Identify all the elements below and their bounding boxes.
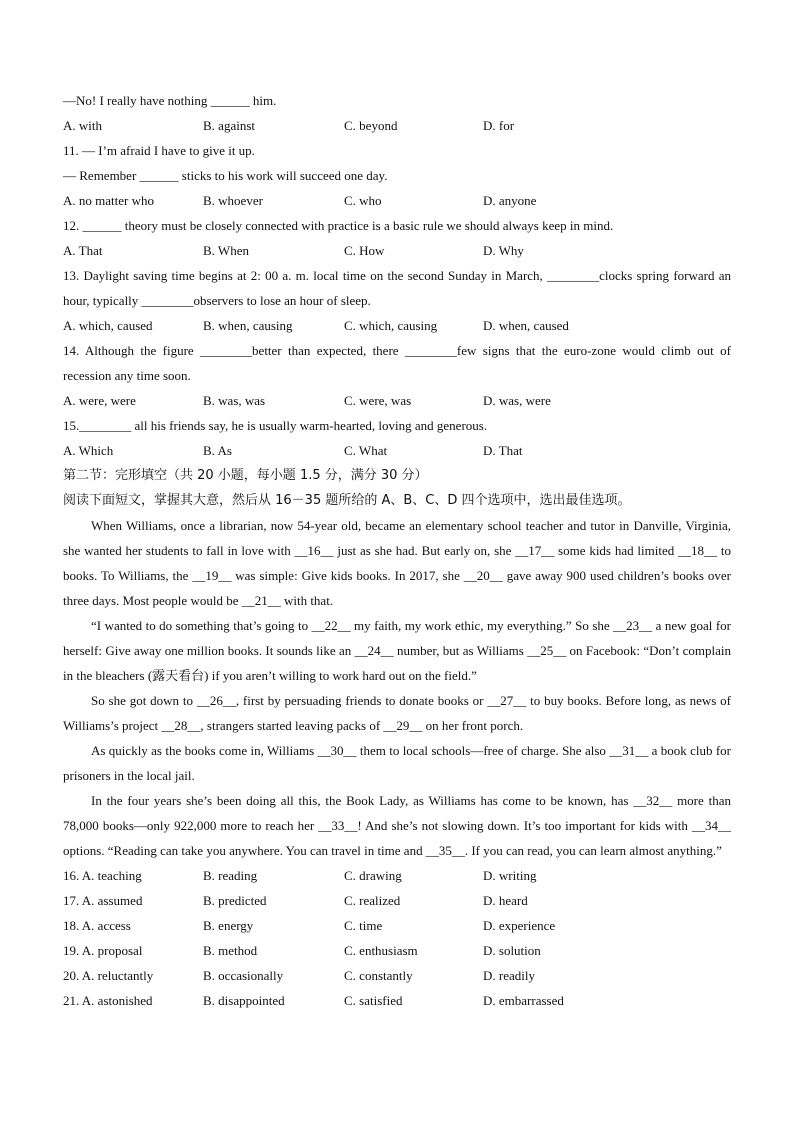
q10-option-b[interactable]: B. against bbox=[203, 118, 255, 133]
q12-option-b[interactable]: B. When bbox=[203, 243, 249, 258]
q18-option-a[interactable]: 18. A. access bbox=[63, 918, 131, 933]
q17-option-c[interactable]: C. realized bbox=[344, 893, 401, 908]
passage-paragraph-4: As quickly as the books come in, Williams __30__ them to local schools—free of charge. She also __31__ a book club for prisoners in the local jail. bbox=[63, 743, 731, 783]
q17-option-a[interactable]: 17. A. assumed bbox=[63, 893, 143, 908]
q11-option-b[interactable]: B. whoever bbox=[203, 193, 263, 208]
q14-options bbox=[63, 388, 731, 413]
q14-option-d[interactable]: D. was, were bbox=[483, 393, 551, 408]
q12-option-a[interactable]: A. That bbox=[63, 243, 103, 258]
q14-option-a[interactable]: A. were, were bbox=[63, 393, 136, 408]
q17-option-b[interactable]: B. predicted bbox=[203, 893, 267, 908]
q14-stem: 14. Although the figure ________better than expected, there ________few signs that the euro-zone would climb out of recession any time soon. bbox=[63, 343, 731, 383]
q11-option-a[interactable]: A. no matter who bbox=[63, 193, 154, 208]
q19-option-d[interactable]: D. solution bbox=[483, 943, 541, 958]
q10-option-c[interactable]: C. beyond bbox=[344, 118, 398, 133]
q15-option-c[interactable]: C. What bbox=[344, 443, 388, 458]
answer-row-20 bbox=[63, 963, 731, 988]
q19-option-c[interactable]: C. enthusiasm bbox=[344, 943, 418, 958]
q13-option-c[interactable]: C. which, causing bbox=[344, 318, 438, 333]
answer-row-19 bbox=[63, 938, 731, 963]
q12-options bbox=[63, 238, 731, 263]
q20-option-c[interactable]: C. constantly bbox=[344, 968, 413, 983]
q12-option-d[interactable]: D. Why bbox=[483, 243, 524, 258]
q10-options bbox=[63, 113, 731, 138]
q21-option-d[interactable]: D. embarrassed bbox=[483, 993, 564, 1008]
passage-paragraph-5: In the four years she’s been doing all this, the Book Lady, as Williams has come to be known, has __32__ more than 78,000 books—only 922,000 more to reach her __33__! And she’s not slowing down. It’s too important for kids with __34__ options. “Reading can take you anywhere. You can travel in time and __35__. If you can read, you can learn almost anything.” bbox=[63, 793, 731, 858]
passage-paragraph-1: When Williams, once a librarian, now 54-year old, became an elementary school teacher and tutor in Danville, Virginia, she wanted her students to fall in love with __16__ just as she had. But early on, she __17__ some kids had limited __18__ to books. To Williams, the __19__ was simple: Give kids books. In 2017, she __20__ gave away 900 used children’s books over three days. Most people would be __21__ with that. bbox=[63, 518, 731, 608]
q13-option-a[interactable]: A. which, caused bbox=[63, 318, 153, 333]
q20-option-d[interactable]: D. readily bbox=[483, 968, 535, 983]
q20-option-a[interactable]: 20. A. reluctantly bbox=[63, 968, 154, 983]
q12-stem: 12. ______ theory must be closely connected with practice is a basic rule we should always keep in mind. bbox=[63, 218, 614, 233]
passage-paragraph-2: “I wanted to do something that’s going to __22__ my faith, my work ethic, my everything.” So she __23__ a new goal for herself: Give away one million books. It sounds like an __24__ number, but as Williams __25__ on Facebook: “Don’t complain in the bleachers (露天看台) if you aren’t willing to work hard out on the field.” bbox=[63, 618, 731, 683]
q16-option-b[interactable]: B. reading bbox=[203, 868, 258, 883]
q19-option-a[interactable]: 19. A. proposal bbox=[63, 943, 143, 958]
q18-option-c[interactable]: C. time bbox=[344, 918, 383, 933]
q11-options bbox=[63, 188, 731, 213]
q11-stem-line1: 11. — I’m afraid I have to give it up. bbox=[63, 143, 255, 158]
answer-row-21 bbox=[63, 988, 731, 1013]
q15-option-d[interactable]: D. That bbox=[483, 443, 523, 458]
q11-option-d[interactable]: D. anyone bbox=[483, 193, 537, 208]
q16-option-c[interactable]: C. drawing bbox=[344, 868, 402, 883]
q21-option-a[interactable]: 21. A. astonished bbox=[63, 993, 153, 1008]
q14-option-c[interactable]: C. were, was bbox=[344, 393, 412, 408]
q21-option-b[interactable]: B. disappointed bbox=[203, 993, 285, 1008]
q12-option-c[interactable]: C. How bbox=[344, 243, 385, 258]
answer-row-16 bbox=[63, 863, 731, 888]
q10-stem: —No! I really have nothing ______ him. bbox=[63, 93, 277, 108]
q10-option-d[interactable]: D. for bbox=[483, 118, 515, 133]
section-instruction: 阅读下面短文，掌握其大意，然后从 16－35 题所给的 A、B、C、D 四个选项中，选出最佳选项。 bbox=[63, 493, 631, 508]
q21-option-c[interactable]: C. satisfied bbox=[344, 993, 403, 1008]
q10-option-a[interactable]: A. with bbox=[63, 118, 102, 133]
q18-option-b[interactable]: B. energy bbox=[203, 918, 254, 933]
q16-option-d[interactable]: D. writing bbox=[483, 868, 537, 883]
q13-option-d[interactable]: D. when, caused bbox=[483, 318, 569, 333]
q11-stem-line2: — Remember ______ sticks to his work will succeed one day. bbox=[63, 168, 388, 183]
q19-option-b[interactable]: B. method bbox=[203, 943, 258, 958]
q15-options bbox=[63, 438, 731, 463]
q15-option-b[interactable]: B. As bbox=[203, 443, 232, 458]
q13-stem: 13. Daylight saving time begins at 2: 00 a. m. local time on the second Sunday in March, ________clocks spring forward an hour, typically ________observers to lose an hour of sleep. bbox=[63, 268, 731, 308]
answer-row-17 bbox=[63, 888, 731, 913]
q17-option-d[interactable]: D. heard bbox=[483, 893, 528, 908]
q16-option-a[interactable]: 16. A. teaching bbox=[63, 868, 142, 883]
exam-page bbox=[63, 88, 731, 1013]
q14-option-b[interactable]: B. was, was bbox=[203, 393, 266, 408]
q15-stem: 15.________ all his friends say, he is usually warm-hearted, loving and generous. bbox=[63, 418, 488, 433]
q13-options bbox=[63, 313, 731, 338]
section-heading: 第二节：完形填空（共 20 小题，每小题 1.5 分，满分 30 分） bbox=[63, 468, 428, 483]
q18-option-d[interactable]: D. experience bbox=[483, 918, 556, 933]
q13-option-b[interactable]: B. when, causing bbox=[203, 318, 293, 333]
passage-paragraph-3: So she got down to __26__, first by persuading friends to donate books or __27__ to buy books. Before long, as news of Williams’s project __28__, strangers started leaving packs of __29__ on her front porch. bbox=[63, 693, 731, 733]
q11-option-c[interactable]: C. who bbox=[344, 193, 382, 208]
answer-row-18 bbox=[63, 913, 731, 938]
q15-option-a[interactable]: A. Which bbox=[63, 443, 114, 458]
q20-option-b[interactable]: B. occasionally bbox=[203, 968, 284, 983]
